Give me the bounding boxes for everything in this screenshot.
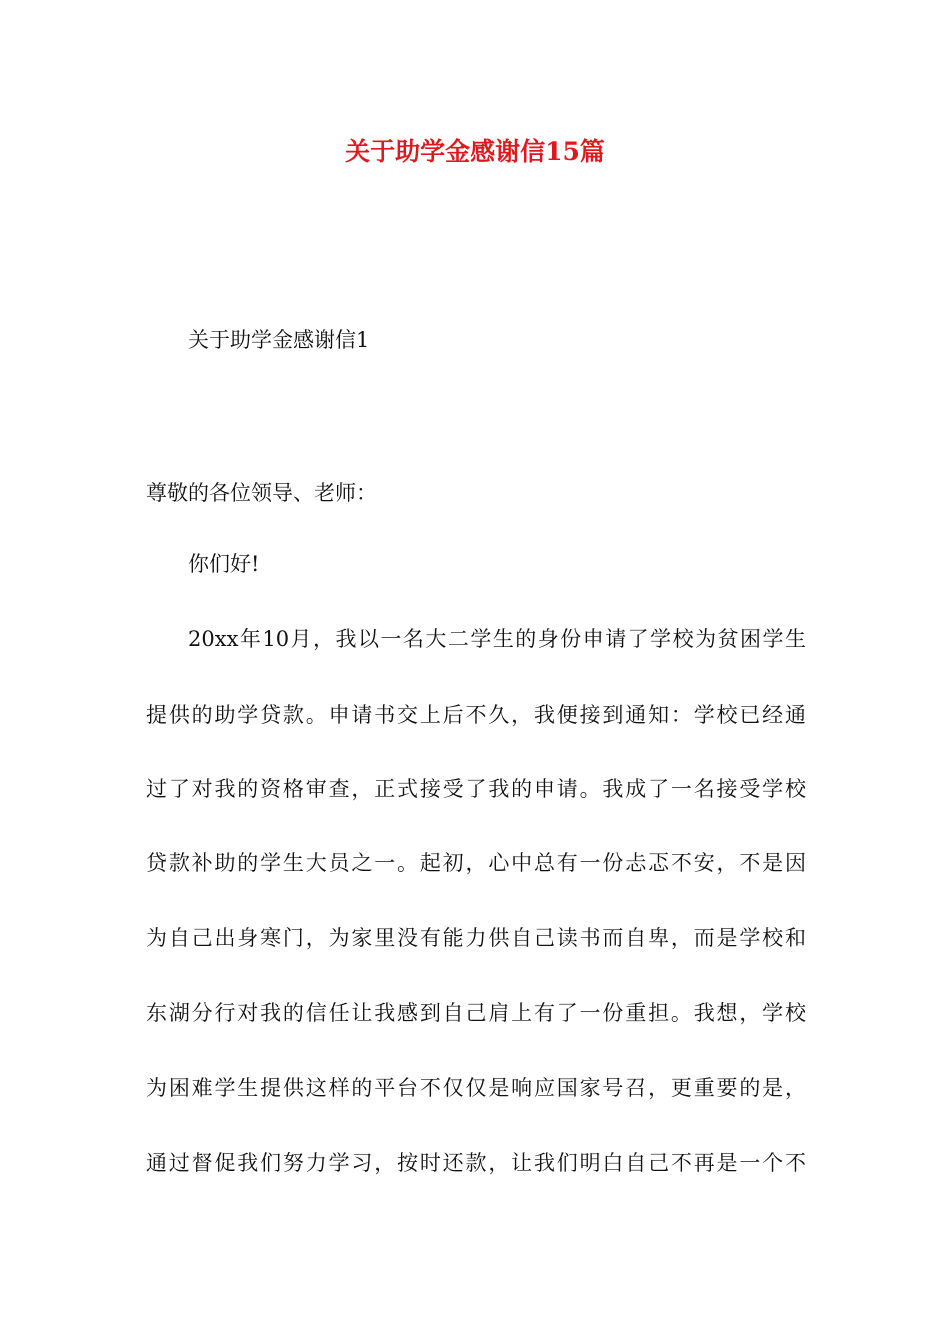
- section-heading: 关于助学金感谢信1: [188, 328, 370, 352]
- body-line-5: 为自己出身寒门，为家里没有能力供自己读书而自卑，而是学校和: [146, 926, 806, 950]
- document-title: 关于助学金感谢信15篇: [345, 137, 605, 166]
- body-line-3: 过了对我的资格审查，正式接受了我的申请。我成了一名接受学校: [146, 777, 806, 801]
- body-line-8: 通过督促我们努力学习，按时还款，让我们明白自己不再是一个不: [146, 1151, 806, 1175]
- salutation: 尊敬的各位领导、老师：: [146, 481, 377, 505]
- body-line-1: 20xx年10月，我以一名大二学生的身份申请了学校为贫困学生: [188, 627, 806, 651]
- body-line-6: 东湖分行对我的信任让我感到自己肩上有了一份重担。我想，学校: [146, 1001, 806, 1025]
- greeting: 你们好!: [188, 552, 260, 576]
- body-line-7: 为困难学生提供这样的平台不仅仅是响应国家号召，更重要的是，: [146, 1076, 806, 1100]
- body-line-2: 提供的助学贷款。申请书交上后不久，我便接到通知：学校已经通: [146, 703, 806, 727]
- body-line-4: 贷款补助的学生大员之一。起初，心中总有一份忐忑不安，不是因: [146, 851, 806, 875]
